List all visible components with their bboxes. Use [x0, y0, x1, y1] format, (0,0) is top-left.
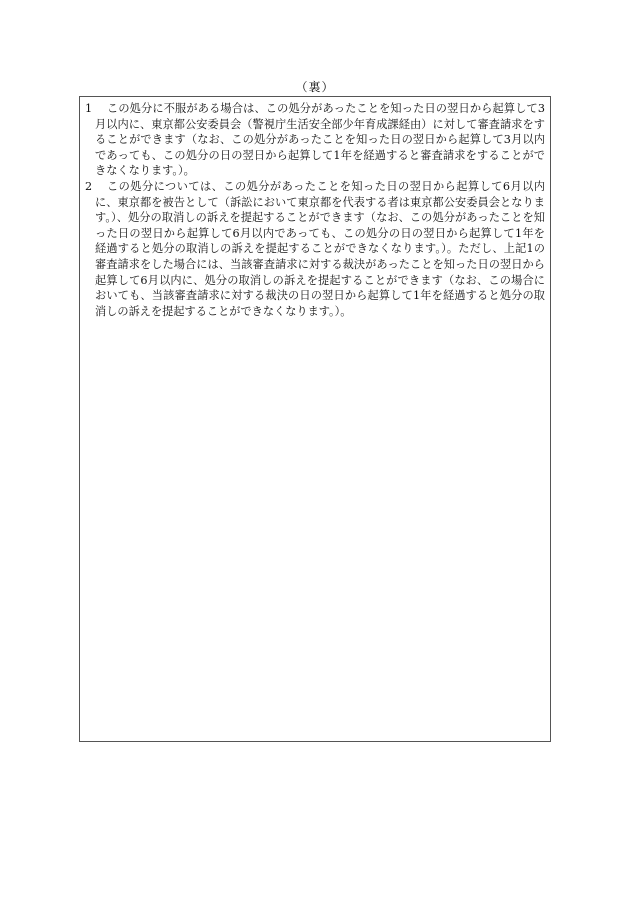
notice-item-1 — [85, 101, 545, 179]
notice-box — [79, 96, 551, 742]
item-number: 1 — [85, 102, 93, 115]
item-text: この処分に不服がある場合は、この処分があったことを知った日の翌日から起算して3月以内に、東京都公安委員会（警視庁生活安全部少年育成課経由）に対して審査請求をすることができます（なお、この処分があったことを知った日の翌日から起算して3月以内であっても、この処分の日の翌日から起算して1年を経過すると審査請求をすることができなくなります。）。 — [95, 102, 545, 178]
notice-item-2 — [85, 179, 545, 319]
page-title: （裏） — [295, 80, 335, 94]
item-text: この処分については、この処分があったことを知った日の翌日から起算して6月以内に、東京都を被告として（訴訟において東京都を代表する者は東京都公安委員会となります。）、処分の取消しの訴えを提起することができます（なお、この処分があったことを知った日の翌日から起算して6月以内であっても、この処分の日の翌日から起算して1年を経過すると処分の取消しの訴えを提起することができなくなります。）。ただし、上記1の審査請求をした場合には、当該審査請求に対する裁決があったことを知った日の翌日から起算して6月以内に、処分の取消しの訴えを提起することができます（なお、この場合においても、当該審査請求に対する裁決の日の翌日から起算して1年を経過すると処分の取消しの訴えを提起することができなくなります。）。 — [95, 179, 545, 318]
item-number: 2 — [85, 179, 93, 193]
